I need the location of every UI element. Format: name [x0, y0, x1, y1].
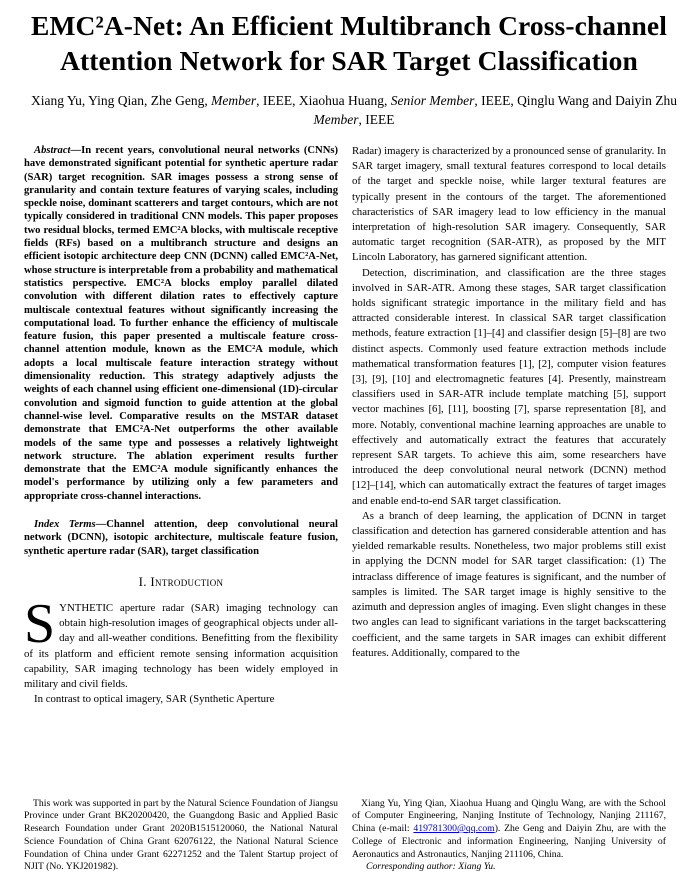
author-segment: Xiang Yu, Ying Qian, Zhe Geng, [31, 93, 212, 108]
funding-footnote: This work was supported in part by the Natural Science Foundation of Jiangsu Province under Grant BK20200420, the Guangdong Basic and Applied Basic Research Foundation under Grant 2020B1515120060, the National Natural Science Foundation of China Grant 62076122, the National Natural Science Foundation of China under Grant 62271252 and the Talent Startup project of NJIT (No. YKJ201982). [24, 797, 338, 873]
index-terms-text: —Channel attention, deep convolutional neural network (DCNN), isotopic architecture, multiscale feature fusion, synthetic aperture radar (SAR), target classification [24, 519, 338, 557]
author-segment: Senior Member [390, 93, 475, 108]
right-column [352, 144, 666, 874]
right-footnote [352, 798, 666, 874]
left-column [24, 144, 338, 874]
paragraph: Detection, discrimination, and classification are the three stages involved in SAR-ATR. Among these stages, SAR target classification holds significant strategic importance in the military field and has attracted considerable interest. In classical SAR target classification methods, feature extraction [1]–[4] and classifier design [5]–[8] are two distinct aspects. Commonly used feature extraction methods include mathematical transformation features [1], [2], computer vision features [3], [9], [10] and electromagnetic features [4]. Presently, mainstream classifiers used in SAR-ATR include template matching [5], support vector machines [6], [11], boosting [7], sparse representation [8], and more. Notably, conventional machine learning approaches are unable to effectively and automatically extract the features that accurately represent SAR targets. To achieve this aim, some researchers have introduced the deep convolutional neural network (DCNN) method [12]–[14], which can automatically extract the features of target images and enable end-to-end SAR target classification. [352, 266, 666, 507]
dropcap-letter: S [24, 592, 56, 655]
author-segment: , IEEE [358, 112, 395, 127]
intro-paragraph-text: YNTHETIC aperture radar (SAR) imaging technology can obtain high-resolution images of geographical objects under all-day and all-weather conditions. Benefitting from the flexibility of its platform and efficient remote sensing information acquisition capability, SAR imaging technology has been widely employed in military and civil fields. [24, 601, 338, 690]
paper-title: EMC²A-Net: An Efficient Multibranch Cross-channel Attention Network for SAR Target Classification [31, 10, 667, 76]
left-footnote [24, 798, 338, 874]
author-segment: Member [211, 93, 257, 108]
affiliation-footnote [352, 798, 666, 862]
paragraph: Radar) imagery is characterized by a pronounced sense of granularity. In SAR target imagery, small textural features correspond to local details of the target and speckle noise, while larger textural features are typically present in the contours of the target. The aforementioned characteristics of SAR imagery lead to low efficiency in the manual interpretation of high-resolution SAR imagery. Consequently, SAR automatic target recognition (SAR-ATR), as proposed by the MIT Lincoln Laboratory, has garnered significant attention. [352, 145, 666, 264]
paragraph: As a branch of deep learning, the application of DCNN in target classification and detection has garnered considerable attention and has yielded remarkable results. Nonetheless, two major problems still exist in applying the DCNN model for SAR target classification: (1) The intraclass difference of image features is significant, and the number of samples is limited. The SAR target image is highly sensitive to the azimuth and depression angles of imaging. Even slight changes in these two angles can lead to significant variations in the target backscattering coefficient, and the same targets in SAR images can exhibit different features. Additionally, compared to the [352, 509, 666, 659]
affiliation-text-after-email: ). Zhe Geng and Daiyin Zhu, are with the College of Electronic and information Engineering, Nanjing University of Aeronautics and Astronautics, Nanjing 211106, China. [352, 823, 666, 860]
author-segment: Member [313, 112, 359, 127]
paragraph: In contrast to optical imagery, SAR (Synthetic Aperture [34, 693, 275, 706]
two-column-body [24, 144, 666, 874]
right-column-text [352, 144, 666, 661]
author-segment: , IEEE, Xiaohua Huang, [256, 93, 391, 108]
affiliation-text-before-email: Xiang Yu, Ying Qian, Xiaohua Huang and Qinglu Wang, are with the School of Computer Engineering, Nanjing Institute of Technology, Nanjing 211167, China (e-mail: [352, 797, 666, 835]
corresponding-author-note: Corresponding author: Xiang Yu. [366, 861, 496, 873]
abstract-label: Abstract [34, 145, 71, 156]
email-link[interactable]: 419781300@qq.com [413, 823, 495, 835]
index-terms-label: Index Terms [34, 519, 96, 531]
intro-paragraph [24, 592, 338, 692]
index-terms [24, 518, 338, 558]
author-segment: , IEEE, Qinglu Wang and Daiyin Zhu [474, 93, 677, 108]
abstract [24, 144, 338, 503]
author-line [24, 91, 684, 129]
abstract-text: —In recent years, convolutional neural networks (CNNs) have demonstrated significant potential for synthetic aperture radar (SAR) target recognition. SAR images possess a strong sense of granularity and contain texture features of varying scales, including speckle noise, dominant scatterers and target contours, which are not typically considered in traditional CNN models. This paper proposes two residual blocks, termed EMC²A blocks, with multiscale receptive fields (RFs) based on a multibranch structure and designs an efficient isotopic architecture deep CNN (DCNN) called EMC²A-Net, whose structure is interpretable from a probability and mathematical statistics perspective. EMC²A blocks employ parallel dilated convolution with different dilation rates to effectively capture multiscale contextual features without significantly increasing the computational load. To further enhance the efficiency of multiscale feature fusion, this paper presented a multiscale feature cross-channel attention module, known as the EMC²A module, which adopts a local multiscale feature interaction strategy without dimensionality reduction. This strategy adaptively adjusts the weights of each channel using efficient one-dimensional (1D)-circular convolution and sigmoid function to guide attention at the global channel-wise level. Comparative results on the MSTAR dataset demonstrate that EMC²A-Net outperforms the other available models of the same type and possesses a relatively lightweight network structure. The ablation experiment results further demonstrate that the EMC²A module significantly enhances the model's performance by utilizing only a few parameters and appropriate cross-channel interactions. [24, 145, 338, 502]
section-heading-introduction: I. Introduction [138, 573, 224, 589]
